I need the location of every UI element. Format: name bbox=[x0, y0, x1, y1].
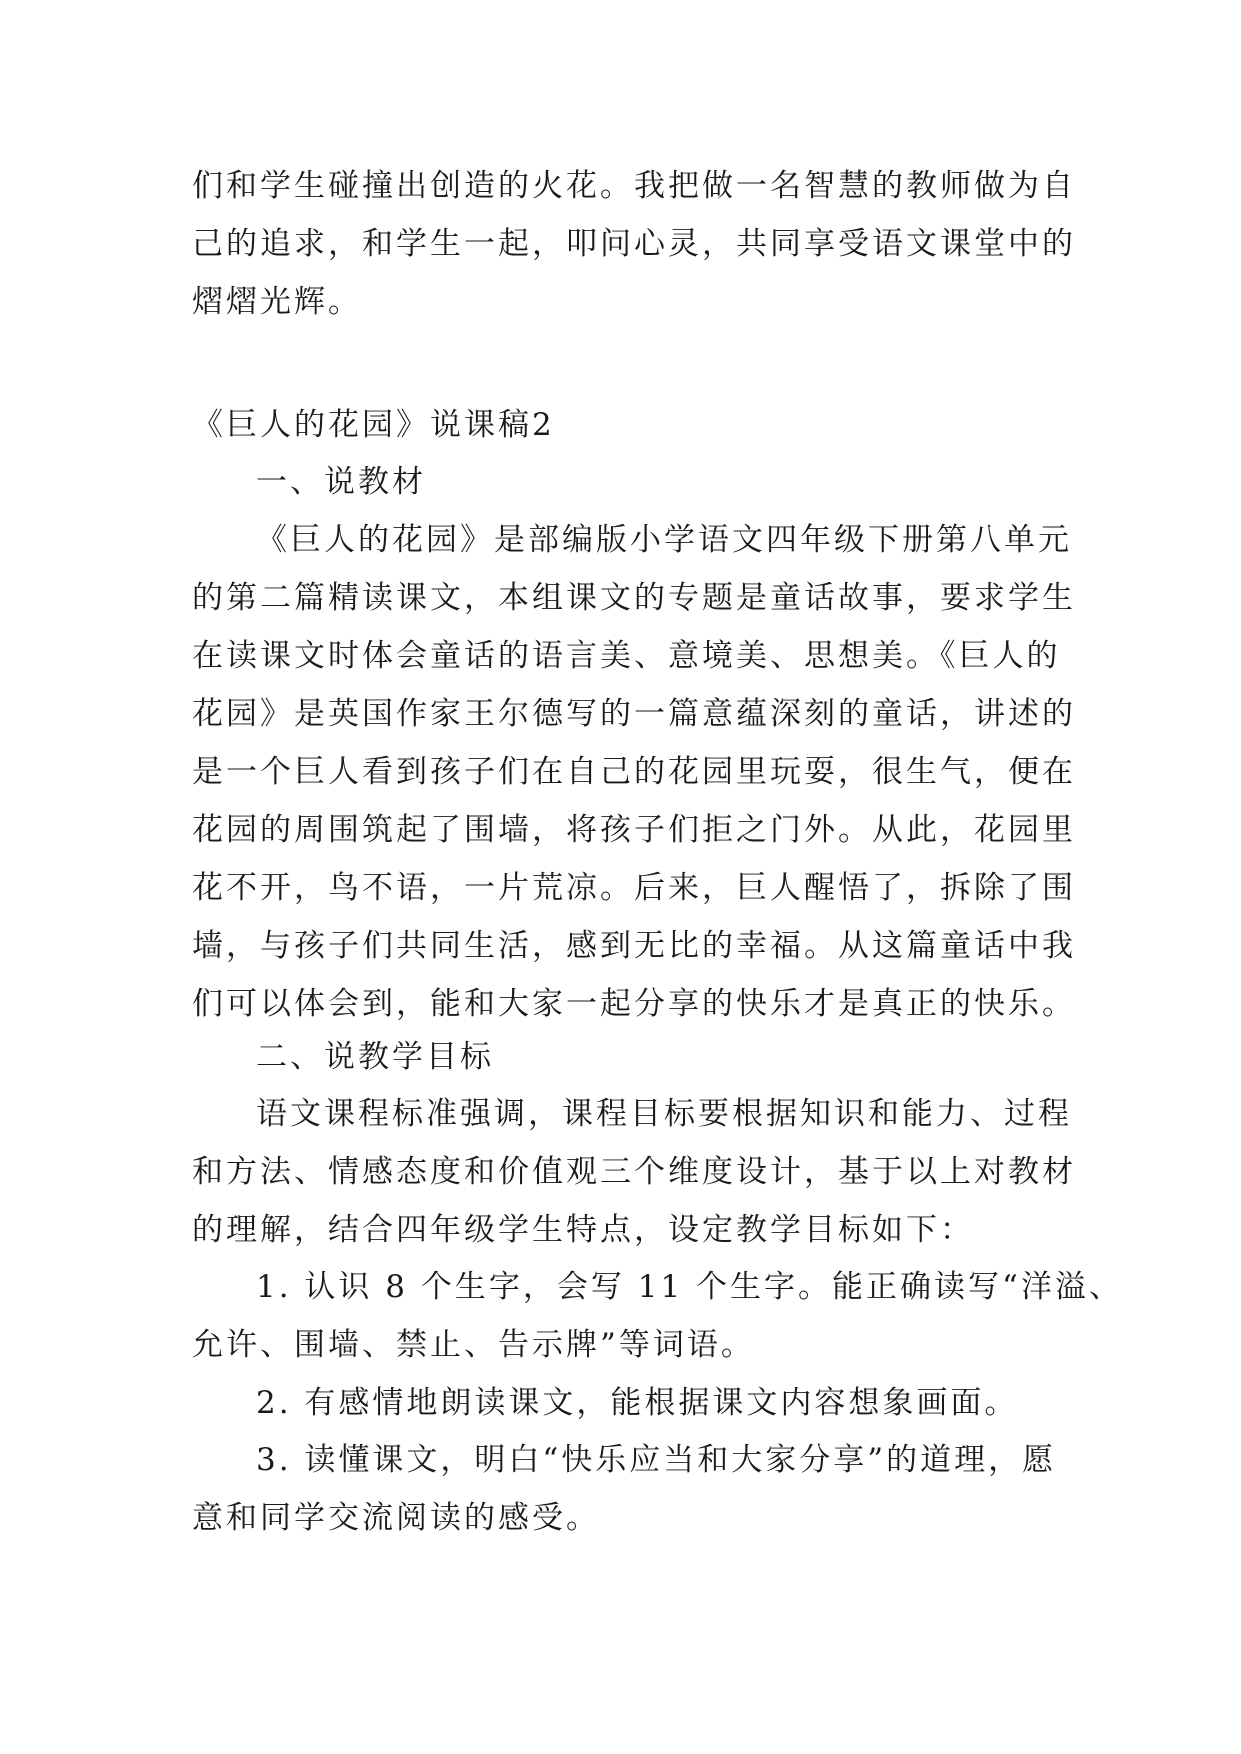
heading-teaching-material bbox=[192, 453, 1052, 511]
text-line: 2. 有感情地朗读课文，能根据课文内容想象画面。 bbox=[256, 1385, 1019, 1421]
section-title bbox=[192, 396, 1052, 454]
text-line: 的理解，结合四年级学生特点，设定教学目标如下： bbox=[192, 1212, 974, 1248]
text-line: 们和学生碰撞出创造的火花。我把做一名智慧的教师做为自 bbox=[192, 168, 1076, 204]
heading-text: 二、说教学目标 bbox=[256, 1039, 494, 1075]
goal-item-3 bbox=[192, 1431, 1057, 1547]
text-line: 的第二篇精读课文，本组课文的专题是童话故事，要求学生 bbox=[192, 580, 1076, 616]
text-line: 墙，与孩子们共同生活，感到无比的幸福。从这篇童话中我 bbox=[192, 928, 1076, 964]
text-line: 熠熠光辉。 bbox=[192, 284, 362, 320]
text-line: 意和同学交流阅读的感受。 bbox=[192, 1500, 600, 1536]
text-line: 《巨人的花园》是部编版小学语文四年级下册第八单元 bbox=[256, 522, 1072, 558]
text-line: 3. 读懂课文，明白“快乐应当和大家分享”的道理，愿 bbox=[256, 1442, 1057, 1478]
text-line: 们可以体会到，能和大家一起分享的快乐才是真正的快乐。 bbox=[192, 986, 1076, 1022]
text-line: 语文课程标准强调，课程目标要根据知识和能力、过程 bbox=[256, 1096, 1072, 1132]
goal-item-1 bbox=[192, 1258, 1123, 1374]
text-line: 花不开，鸟不语，一片荒凉。后来，巨人醒悟了，拆除了围 bbox=[192, 870, 1076, 906]
text-line: 己的追求，和学生一起，叩问心灵，共同享受语文课堂中的 bbox=[192, 226, 1076, 262]
heading-text: 一、说教材 bbox=[256, 464, 426, 500]
text-line: 允许、围墙、禁止、告示牌”等词语。 bbox=[192, 1327, 755, 1363]
text-line: 花园》是英国作家王尔德写的一篇意蕴深刻的童话，讲述的 bbox=[192, 696, 1076, 732]
goal-item-2 bbox=[192, 1374, 1052, 1432]
heading-teaching-goals bbox=[192, 1028, 1052, 1086]
text-line: 和方法、情感态度和价值观三个维度设计，基于以上对教材 bbox=[192, 1154, 1076, 1190]
text-line: 1. 认识 8 个生字，会写 11 个生字。能正确读写“洋溢、 bbox=[256, 1269, 1123, 1305]
text-line: 花园的周围筑起了围墙，将孩子们拒之门外。从此，花园里 bbox=[192, 812, 1076, 848]
text-line: 是一个巨人看到孩子们在自己的花园里玩耍，很生气，便在 bbox=[192, 754, 1076, 790]
intro-paragraph bbox=[192, 157, 1076, 331]
text-line: 在读课文时体会童话的语言美、意境美、思想美。《巨人的 bbox=[192, 638, 1061, 674]
teaching-material-paragraph bbox=[192, 511, 1076, 1033]
section-title-text: 《巨人的花园》说课稿2 bbox=[192, 407, 555, 443]
teaching-goals-paragraph bbox=[192, 1085, 1076, 1259]
